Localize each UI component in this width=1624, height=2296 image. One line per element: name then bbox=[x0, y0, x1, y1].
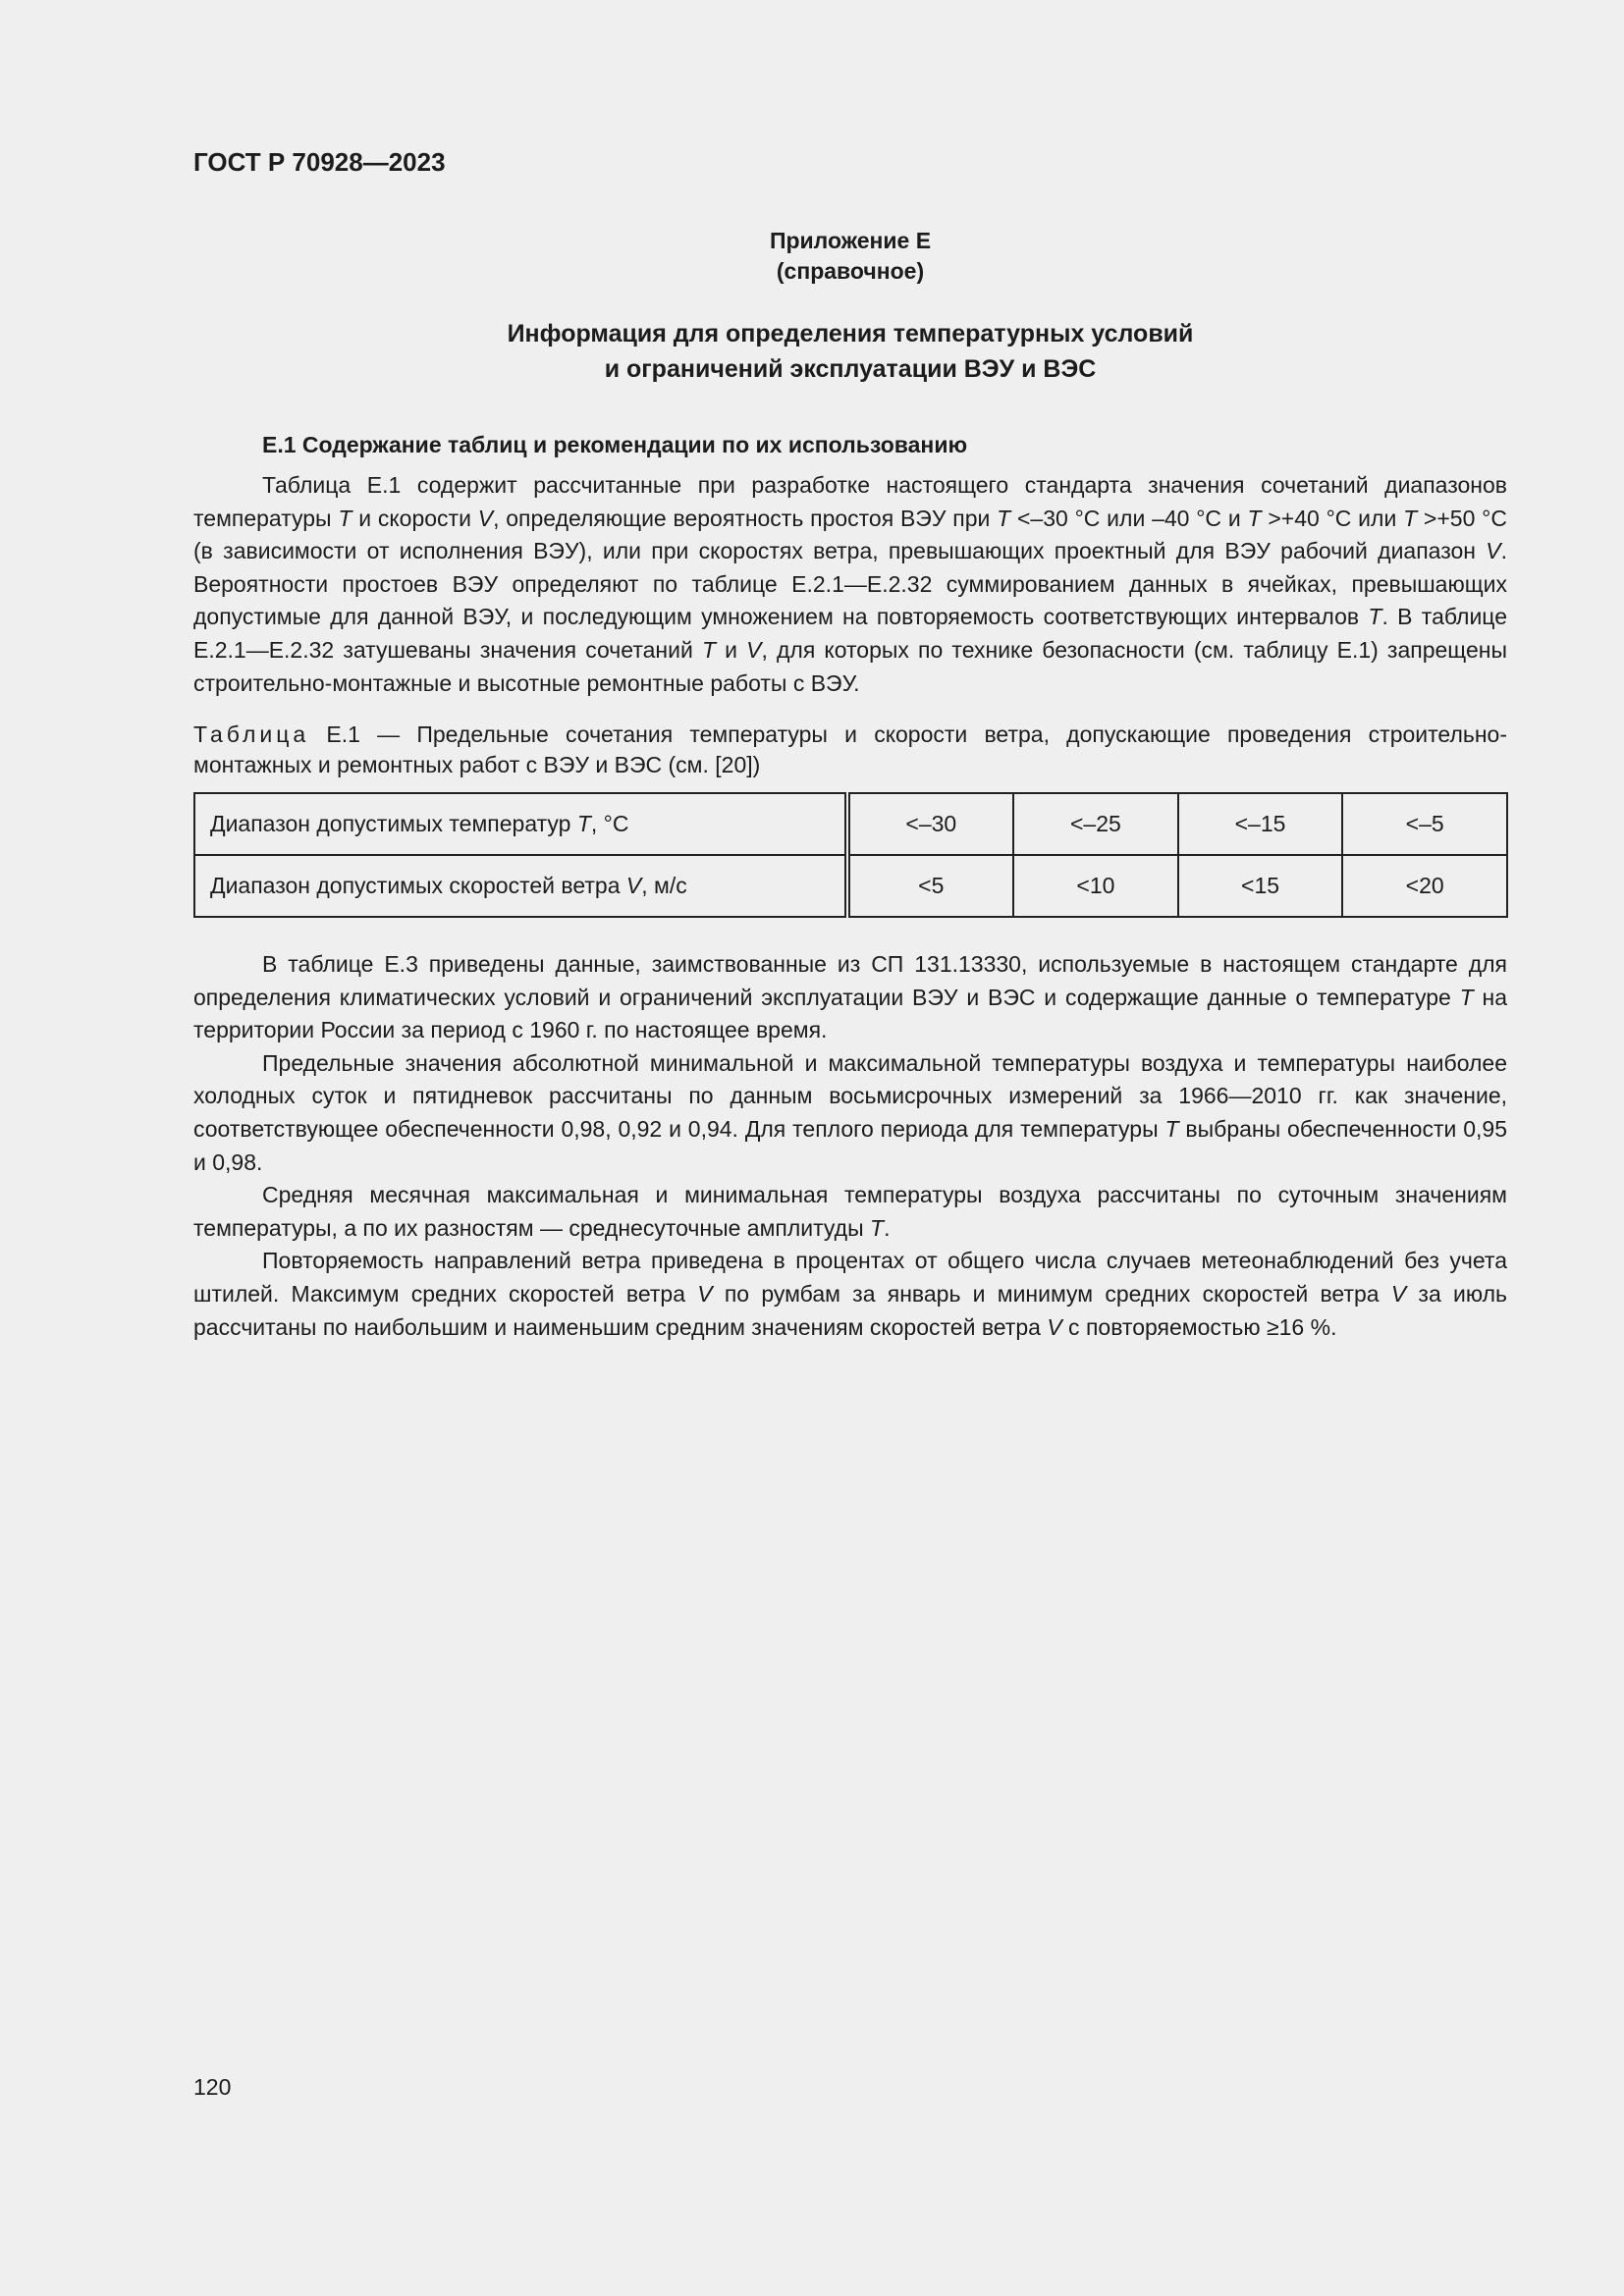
body-text bbox=[193, 948, 1507, 1344]
table-caption-text: Е.1 — Предельные сочетания температуры и скорости ветра, допускающие проведения строительно-монтажных и ремонтных работ с ВЭУ и ВЭС (см. [20]) bbox=[193, 721, 1507, 777]
table-cell: <5 bbox=[847, 855, 1014, 917]
annex-status: (справочное) bbox=[776, 258, 925, 284]
table-cell: <20 bbox=[1342, 855, 1507, 917]
paragraph-table-e3: В таблице Е.3 приведены данные, заимствованные из СП 131.13330, используемые в настоящем стандарте для определения климатических условий и ограничений эксплуатации ВЭУ и ВЭС и содержащие данные о температуре T на территории России за период с 1960 г. по настоящее время. bbox=[193, 951, 1507, 1043]
table-row bbox=[194, 793, 1507, 855]
limits-table bbox=[193, 792, 1508, 918]
document-code: ГОСТ Р 70928—2023 bbox=[193, 147, 446, 177]
table-cell: <–5 bbox=[1342, 793, 1507, 855]
annex-label: Приложение Е bbox=[769, 228, 932, 253]
intro-text bbox=[193, 469, 1507, 700]
annex-title-line-2: и ограничений эксплуатации ВЭУ и ВЭС bbox=[604, 355, 1097, 383]
row-label-wind-speed: Диапазон допустимых скоростей ветра V, м/с bbox=[194, 855, 847, 917]
paragraph-table-e1-description: Таблица Е.1 содержит рассчитанные при разработке настоящего стандарта значения сочетаний диапазонов температуры T и скорости V, определяющие вероятность простоя ВЭУ при T <–30 °C или –40 °C и T >+40 °C или T >+50 °C (в зависимости от исполнения ВЭУ), или при скоростях ветра, превышающих проектный для ВЭУ рабочий диапазон V. Вероятности простоев ВЭУ определяют по таблице Е.2.1—Е.2.32 суммированием данных в ячейках, превышающих допустимые для данной ВЭУ, и последующим умножением на повторяемость соответствующих интервалов T. В таблице Е.2.1—Е.2.32 затушеваны значения сочетаний T и V, для которых по технике безопасности (см. таблицу Е.1) запрещены строительно-монтажные и высотные ремонтные работы с ВЭУ. bbox=[193, 472, 1507, 696]
paragraph-wind-frequency: Повторяемость направлений ветра приведена в процентах от общего числа случаев метеонаблюдений без учета штилей. Максимум средних скоростей ветра V по румбам за январь и минимум средних скоростей ветра V за июль рассчитаны по наибольшим и наименьшим средним значениям скоростей ветра V с повторяемостью ≥16 %. bbox=[193, 1248, 1507, 1340]
paragraph-monthly-temperature: Средняя месячная максимальная и минимальная температуры воздуха рассчитаны по суточным значениям температуры, а по их разностям — среднесуточные амплитуды T. bbox=[193, 1182, 1507, 1241]
section-heading: Е.1 Содержание таблиц и рекомендации по их использованию bbox=[262, 432, 968, 457]
table-cell: <–30 bbox=[847, 793, 1014, 855]
table-row bbox=[194, 855, 1507, 917]
paragraph-limit-values: Предельные значения абсолютной минимальной и максимальной температуры воздуха и температуры наиболее холодных суток и пятидневок рассчитаны по данным восьмисрочных измерений за 1966—2010 гг. как значение, соответствующее обеспеченности 0,98, 0,92 и 0,94. Для теплого периода для температуры T выбраны обеспеченности 0,95 и 0,98. bbox=[193, 1049, 1507, 1175]
page-number: 120 bbox=[193, 2074, 232, 2100]
table-caption bbox=[193, 720, 1507, 780]
table-cell: <10 bbox=[1013, 855, 1178, 917]
table-cell: <15 bbox=[1178, 855, 1343, 917]
annex-title bbox=[193, 316, 1507, 387]
table-caption-label: Таблица bbox=[193, 721, 310, 747]
table-cell: <–15 bbox=[1178, 793, 1343, 855]
annex-heading bbox=[193, 226, 1507, 287]
row-label-temperature: Диапазон допустимых температур T, °C bbox=[194, 793, 847, 855]
table-cell: <–25 bbox=[1013, 793, 1178, 855]
annex-title-line-1: Информация для определения температурных условий bbox=[507, 320, 1194, 347]
